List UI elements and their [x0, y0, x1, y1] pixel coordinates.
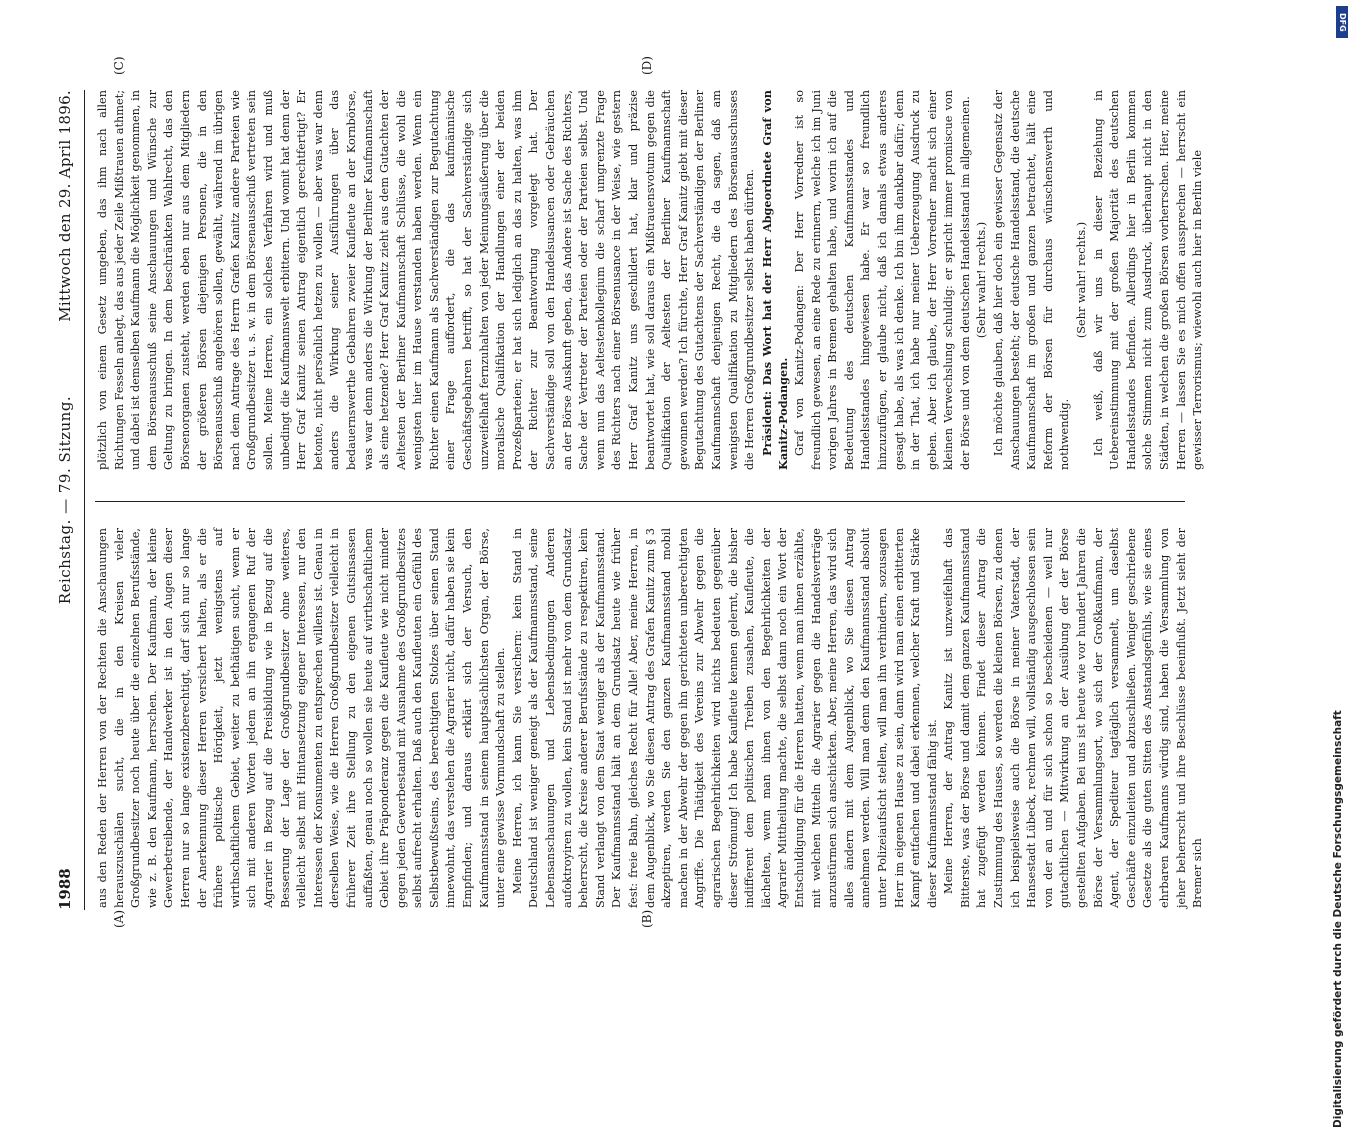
- paragraph: Graf von Kanitz-Podangen: Der Herr Vorredner ist so freundlich gewesen, an eine Rede zu erinnern, welche ich im Juni vorigen Jahres in Bremen gehalten habe, und worin ich auf die Bedeutung des deutschen Kaufmannsstandes und Handelsstandes hingewiesen habe. Er war so freundlich hinzuzufügen, er glaube nicht, daß ich damals etwas anderes gesagt habe, als was ich denke. Ich bin ihm dankbar dafür; denn in der That, ich habe nur meiner Ueberzeugung Ausdruck zu geben. Aber ich glaube, der Herr Vorredner macht sich einer kleinen Verwechslung schuldig: er spricht immer promiscue von der Börse und von dem deutschen Handelsstand im allgemeinen.: [792, 90, 972, 470]
- interjection: (Sehr wahr! rechts.): [1075, 221, 1089, 339]
- column-divider: [95, 501, 1185, 502]
- margin-marker-d: (D): [640, 56, 654, 75]
- paragraph: aus den Reden der Herren von der Rechten die Anschauungen herauszuschälen sucht, die in den Kreisen vieler Großgrundbesitzer noch heute über die einzelnen Berufsstände, wie z. B. den Kaufmann, herrschen. Der Kaufmann, der kleine Gewerbetreibende, der Handwerker ist in den Augen dieser Herren nur so lange existenzberechtigt, darf sich nur so lange der Anerkennung dieser Herren versichert halten, als er die frühere politische Hörigkeit, jetzt wenigstens auf wirthschaftlichem Gebiet, weiter zu bethätigen sucht, wenn er sich mit anderen Worten jedem an ihn ergangenen Ruf der Agrarier in Bezug auf die Preisbildung wie in Bezug auf die Besserung der Lage der Großgrundbesitzer ohne weiteres, vielleicht selbst mit Hintansetzung eigener Interessen, nur den Interessen der Konsumenten zu entsprechen willens ist. Genau in derselben Weise, wie die Herren Großgrundbesitzer vielleicht in früherer Zeit ihre Stellung zu den eigenen Gutsinsassen auffaßten, genau noch so wollen sie heute auf wirthschaftlichem Gebiet ihre Präponderanz gegen die Kaufleute wie nicht minder gegen jeden Gewerbestand mit Ausnahme des Großgrundbesitzes selbst aufrecht erhalten. Daß auch den Kaufleuten ein Gefühl des Selbstbewußtseins, des berechtigten Stolzes über seinen Stand innewohnt, das verstehen die Agrarier nicht, dafür haben sie kein Empfinden; und daraus erklärt sich der Versuch, den Kaufmannsstand in seinem hauptsächlichsten Organ, der Börse, unter eine gewisse Vormundschaft zu stellen.: [96, 528, 508, 908]
- dfg-logo: DFG: [1336, 6, 1348, 38]
- right-text-column: [95, 89, 1205, 470]
- paragraph: Meine Herren, der Antrag Kanitz ist unzweifelhaft das Bitterste, was der Börse und damit dem ganzen Kaufmannsstand hat zugefügt werden können. Findet dieser Antrag die Zustimmung des Hauses, so werden die kleinen Börsen, zu denen ich beispielsweise auch die Börse in meiner Vaterstadt, der Hansestadt Lübeck, rechnen will, vollständig ausgeschlossen sein von der an und für sich schon so bescheidenen — weil nur gutachtlichen — Mitwirkung an der Ausübung der der Börse gestellten Aufgaben. Bei uns ist heute wie vor hundert Jahren die Börse der Versammlungsort, wo sich der Großkaufmann, der Agent, der Spediteur tagtäglich versammelt, um daselbst Geschäfte einzuleiten und abzuschließen. Weniger geschriebene Gesetze als die guten Sitten des Anstandsgefühls, wie sie eines ehrbaren Kaufmanns würdig sind, haben die Versammlung von jeher beherrscht und ihre Beschlüsse beeinflußt. Jetzt sieht der Bremer sich: [942, 528, 1205, 908]
- paragraph: plötzlich von einem Gesetz umgeben, das ihm nach allen Richtungen Fesseln anlegt, das aus jeder Zeile Mißtrauen athmet; und dabei ist demselben Kaufmann die Möglichkeit genommen, in dem Börsenausschuß seine Anschauungen und Wünsche zur Geltung zu bringen. In dem beschränkten Wahlrecht, das den Börsenorganen zusteht, werden eben nur aus dem Mitgliedern der größeren Börsen diejenigen Personen, die in den Börsenausschuß angehören sollen, gewählt, während im übrigen nach dem Antrage des Herrn Grafen Kanitz andere Parteien wie Großgrundbesitzer u. s. w. in dem Börsenausschuß vertreten sein sollen. Meine Herren, ein solches Verfahren wird und muß unbedingt die Kaufmannswelt erbittern. Und womit hat denn der Herr Graf Kanitz seinen Antrag eigentlich gerechtfertigt? Er betonte, nicht persönlich hetzen zu wollen — aber was war denn anders die Wirkung seiner Ausführungen über das bedauernswerthe Gebahren zweier Kaufleute an der Kornbörse, was war denn anders die Wirkung der Berliner Kaufmannschaft als eine hetzende? Herr Graf Kanitz zieht aus dem Gutachten der Aeltesten der Berliner Kaufmannschaft Schlüsse, die wohl die wenigsten hier im Hause verstanden haben werden. Wenn ein Richter einen Kaufmann als Sachverständigen zur Begutachtung einer Frage auffordert, die das kaufmännische Geschäftsgebahren betrifft, so hat der Sachverständige sich unzweifelhaft fernzuhalten von jeder Meinungsäußerung über die moralische Qualifikation der Handlungen einer der beiden Prozeßparteien; er hat sich lediglich an das zu halten, was ihm der Richter zur Beantwortung vorgelegt hat. Der Sachverständige soll von den Handelsusancen oder Gebräuchen an der Börse Auskunft geben, das Andere ist Sache des Richters, Sache der Vertreter der Parteien oder der Parteien selbst. Und wenn nun das Aeltestenkollegium die scharf umgrenzte Frage des Richters nach einer Börsenusance in der Weise, wie gestern Herr Graf Kanitz uns geschildert hat, klar und präzise beantwortet hat, wie soll daraus ein Mißtrauensvotum gegen die Qualifikation der Aeltesten der Berliner Kaufmannschaft gewonnen werden? Ich fürchte, Herr Graf Kanitz giebt mit dieser Begutachtung des Gutachtens der Sachverständigen der Berliner Kaufmannschaft denjenigen Recht, die da sagen, daß am wenigsten Qualifikation zu Mitgliedern des Börsenausschusses die Herren Großgrundbesitzer selbst haben dürften.: [96, 89, 757, 470]
- page-number: 1988: [56, 868, 74, 910]
- session-title: Reichstag. — 79. Sitzung.: [56, 395, 74, 605]
- paragraph: Ich möchte glauben, daß hier doch ein gewisser Gegensatz der Anschauungen besteht; der deutsche Handelsstand, die deutsche Kaufmannschaft im großen und ganzen betrachtet, hält eine Reform der Börsen für durchaus wünschenswerth und nothwendig.: [992, 90, 1072, 470]
- margin-marker-b: (B): [640, 909, 654, 928]
- interjection: (Sehr wahr! rechts.): [975, 221, 989, 339]
- speaker-president: Präsident: Das Wort hat der Herr Abgeordnete Graf von Kanitz-Podangen.: [759, 90, 791, 470]
- credit-text: Digitalisierung gefördert durch die Deutsche Forschungsgemeinschaft: [1332, 710, 1344, 1128]
- left-text-column: [95, 528, 1205, 908]
- paragraph: Meine Herren, ich kann Sie versichern: kein Stand in Deutschland ist weniger geneigt als der Kaufmannsstand, seine Lebensanschauungen und Lebensbedingungen Anderen aufoktroyiren zu wollen, kein Stand ist mehr von dem Grundsatz beherrscht, die Kreise anderer Berufsstände zu respektiren, kein Stand verlangt von dem Staat weniger als der Kaufmannsstand. Der Kaufmannsstand hält an dem Grundsatz heute wie früher fest: freie Bahn, gleiches Recht für Alle! Aber, meine Herren, in dem Augenblick, wo Sie diesen Antrag des Grafen Kanitz zum § 3 akzeptiren, werden Sie den ganzen Kaufmannsstand mobil machen in der Abwehr der gegen ihn gerichteten unberechtigten Angriffe. Die Thätigkeit des Vereins zur Abwehr gegen die agrarischen Begehrlichkeiten wird nichts bedeuten gegenüber dieser Strömung! Ich habe Kaufleute kennen gelernt, die bisher indifferent dem politischen Treiben zusahen, Kaufleute, die lächelten, wenn man ihnen von den Begehrlichkeiten der Agrarier Mittheilung machte, die selbst dann noch ein Wort der Entschuldigung für die Herren hatten, wenn man ihnen erzählte, mit welchen Mitteln die Agrarier gegen die Handelsverträge anzustürmen sich anschickten. Aber, meine Herren, das wird sich alles ändern mit dem Augenblick, wo Sie diesen Antrag annehmen werden. Will man denn den Kaufmannsstand absolut unter Polizeiaufsicht stellen, will man ihn verhindern, sozusagen Herr im eigenen Hause zu sein, dann wird man einen erbitterten Kampf entfachen und dabei erkennen, welcher Kraft und Stärke dieser Kaufmannsstand fähig ist.: [510, 528, 939, 908]
- margin-marker-a: (A): [112, 909, 126, 928]
- page-header: [50, 90, 85, 910]
- session-date: Mittwoch den 29. April 1896.: [56, 90, 74, 322]
- paragraph: Ich weiß, daß wir uns in dieser Beziehung in Uebereinstimmung mit der großen Majorität des deutschen Handelsstandes befinden. Allerdings hier in Berlin kommen solche Stimmen nicht zum Ausdruck, überhaupt nicht in den Städten, in welchen die großen Börsen vorherrschen. Hier, meine Herren — lassen Sie es mich offen aussprechen — herrscht ein gewisser Terrorismus; wiewohl auch hier in Berlin viele: [1091, 90, 1205, 470]
- digitization-credit: [1332, 8, 1350, 1128]
- margin-marker-c: (C): [112, 56, 126, 75]
